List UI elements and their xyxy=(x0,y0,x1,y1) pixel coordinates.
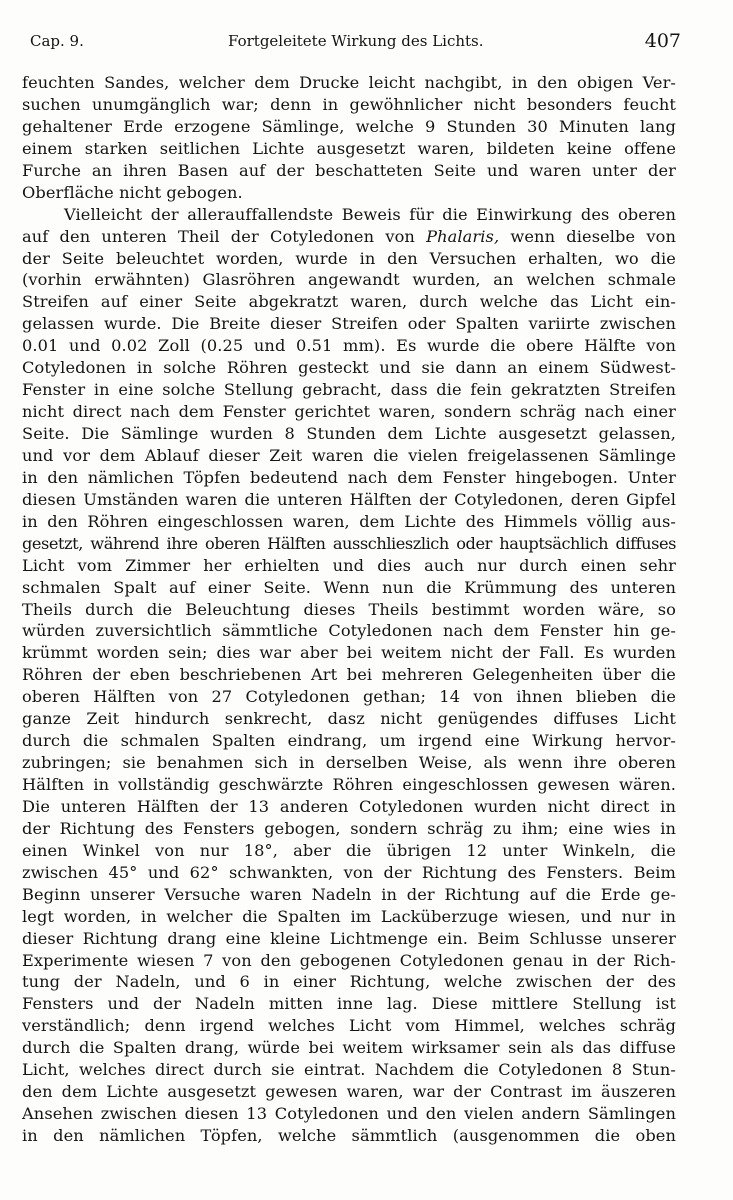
text-line: Fensters und der Nadeln mitten inne lag. Diese mittlere Stellung ist xyxy=(22,994,676,1014)
text-line: tung der Nadeln, und 6 in einer Richtung, welche zwischen der des xyxy=(22,972,676,992)
text-line: und vor dem Ablauf dieser Zeit waren die vielen freigelassenen Sämlinge xyxy=(22,445,676,465)
text-line: verständlich; denn irgend welches Licht vom Himmel, welches schräg xyxy=(22,1016,676,1036)
page-body xyxy=(22,72,676,1147)
text-line: Licht, welches direct durch sie eintrat. Nachdem die Cotyledonen 8 Stun- xyxy=(22,1060,676,1080)
text-line: den dem Lichte ausgesetzt gewesen waren, war der Contrast im äuszeren xyxy=(22,1082,676,1102)
text-line: Licht vom Zimmer her erhielten und dies auch nur durch einen sehr xyxy=(22,555,676,575)
text-line: krümmt worden sein; dies war aber bei weitem nicht der Fall. Es wurden xyxy=(22,643,676,663)
text-line: in den nämlichen Töpfen bedeutend nach dem Fenster hingebogen. Unter xyxy=(22,467,676,487)
text-line: einen Winkel von nur 18°, aber die übrigen 12 unter Winkeln, die xyxy=(22,840,676,860)
text-segment: wenn dieselbe von xyxy=(510,226,676,246)
text-line: 0.01 und 0.02 Zoll (0.25 und 0.51 mm). Es wurde die obere Hälfte von xyxy=(22,336,676,356)
text-line: in den Röhren eingeschlossen waren, dem Lichte des Himmels völlig aus- xyxy=(22,511,676,531)
text-line: gehaltener Erde erzogene Sämlinge, welche 9 Stunden 30 Minuten lang xyxy=(22,116,676,136)
text-line: Röhren der eben beschriebenen Art bei mehreren Gelegenheiten über die xyxy=(22,665,676,685)
text-line: feuchten Sandes, welcher dem Drucke leicht nachgibt, in den obigen Ver- xyxy=(22,73,676,92)
page-number: 407 xyxy=(644,30,681,52)
text-segment: auf den unteren Theil der Cotyledonen von xyxy=(22,226,415,246)
text-line: durch die Spalten drang, würde bei weitem wirksamer sein als das diffuse xyxy=(22,1038,676,1058)
text-line: Fenster in eine solche Stellung gebracht, dass die fein gekratzten Streifen xyxy=(22,380,676,400)
text-line: Furche an ihren Basen auf der beschatteten Seite und waren unter der xyxy=(22,160,676,180)
text-line: Beginn unserer Versuche waren Nadeln in der Richtung auf die Erde ge- xyxy=(22,884,676,904)
text-line: Hälften in vollständig geschwärzte Röhren eingeschlossen gewesen wären. xyxy=(22,775,676,794)
text-line: diesen Umständen waren die unteren Hälften der Cotyledonen, deren Gipfel xyxy=(22,489,676,509)
text-line: Die unteren Hälften der 13 anderen Cotyledonen wurden nicht direct in xyxy=(22,796,676,816)
text-line: der Seite beleuchtet worden, wurde in den Versuchen erhalten, wo die xyxy=(22,248,676,268)
text-line: einem starken seitlichen Lichte ausgesetzt waren, bildeten keine offene xyxy=(22,138,676,158)
text-line: legt worden, in welcher die Spalten im Lacküberzuge wiesen, und nur in xyxy=(22,906,676,926)
text-line: würden zuversichtlich sämmtliche Cotyledonen nach dem Fenster hin ge- xyxy=(22,621,676,641)
text-line: Experimente wiesen 7 von den gebogenen Cotyledonen genau in der Rich- xyxy=(22,950,676,970)
text-line: in den nämlichen Töpfen, welche sämmtlich (ausgenommen die oben xyxy=(22,1126,676,1145)
text-line: Seite. Die Sämlinge wurden 8 Stunden dem Lichte ausgesetzt gelassen, xyxy=(22,424,676,443)
text-line: Streifen auf einer Seite abgekratzt waren, durch welche das Licht ein- xyxy=(22,292,676,312)
text-line-with-italic xyxy=(22,226,676,248)
text-line: schmalen Spalt auf einer Seite. Wenn nun die Krümmung des unteren xyxy=(22,577,676,597)
text-line: Vielleicht der allerauffallendste Beweis für die Einwirkung des oberen xyxy=(64,204,676,224)
text-line: dieser Richtung drang eine kleine Lichtmenge ein. Beim Schlusse unserer xyxy=(22,928,676,948)
text-line: der Richtung des Fensters gebogen, sondern schräg zu ihm; eine wies in xyxy=(22,818,676,838)
running-title: Fortgeleitete Wirkung des Lichts. xyxy=(228,32,484,50)
text-line: gelassen wurde. Die Breite dieser Streifen oder Spalten variirte zwischen xyxy=(22,314,676,334)
genus-name-italic: Phalaris, xyxy=(426,226,500,246)
text-line: Oberfläche nicht gebogen. xyxy=(22,182,243,202)
text-line: Theils durch die Beleuchtung dieses Theils bestimmt worden wäre, so xyxy=(22,599,676,619)
text-line: gesetzt, während ihre oberen Hälften ausschlieszlich oder hauptsächlich diffuses xyxy=(22,533,676,553)
text-line: Ansehen zwischen diesen 13 Cotyledonen und den vielen andern Sämlingen xyxy=(22,1104,676,1124)
text-line: (vorhin erwähnten) Glasröhren angewandt wurden, an welchen schmale xyxy=(22,270,676,290)
text-line: oberen Hälften von 27 Cotyledonen gethan; 14 von ihnen blieben die xyxy=(22,687,676,707)
text-line: nicht direct nach dem Fenster gerichtet waren, sondern schräg nach einer xyxy=(22,402,676,422)
text-line: ganze Zeit hindurch senkrecht, dasz nicht genügendes diffuses Licht xyxy=(22,709,676,729)
chapter-label: Cap. 9. xyxy=(30,32,84,50)
text-line: durch die schmalen Spalten eindrang, um irgend eine Wirkung hervor- xyxy=(22,731,676,751)
text-line: zwischen 45° und 62° schwankten, von der Richtung des Fensters. Beim xyxy=(22,862,676,882)
text-line: zubringen; sie benahmen sich in derselben Weise, als wenn ihre oberen xyxy=(22,753,676,773)
page-header xyxy=(20,30,681,54)
text-line: Cotyledonen in solche Röhren gesteckt und sie dann an einem Südwest- xyxy=(22,358,676,378)
text-line: suchen unumgänglich war; denn in gewöhnlicher nicht besonders feucht xyxy=(22,94,676,114)
